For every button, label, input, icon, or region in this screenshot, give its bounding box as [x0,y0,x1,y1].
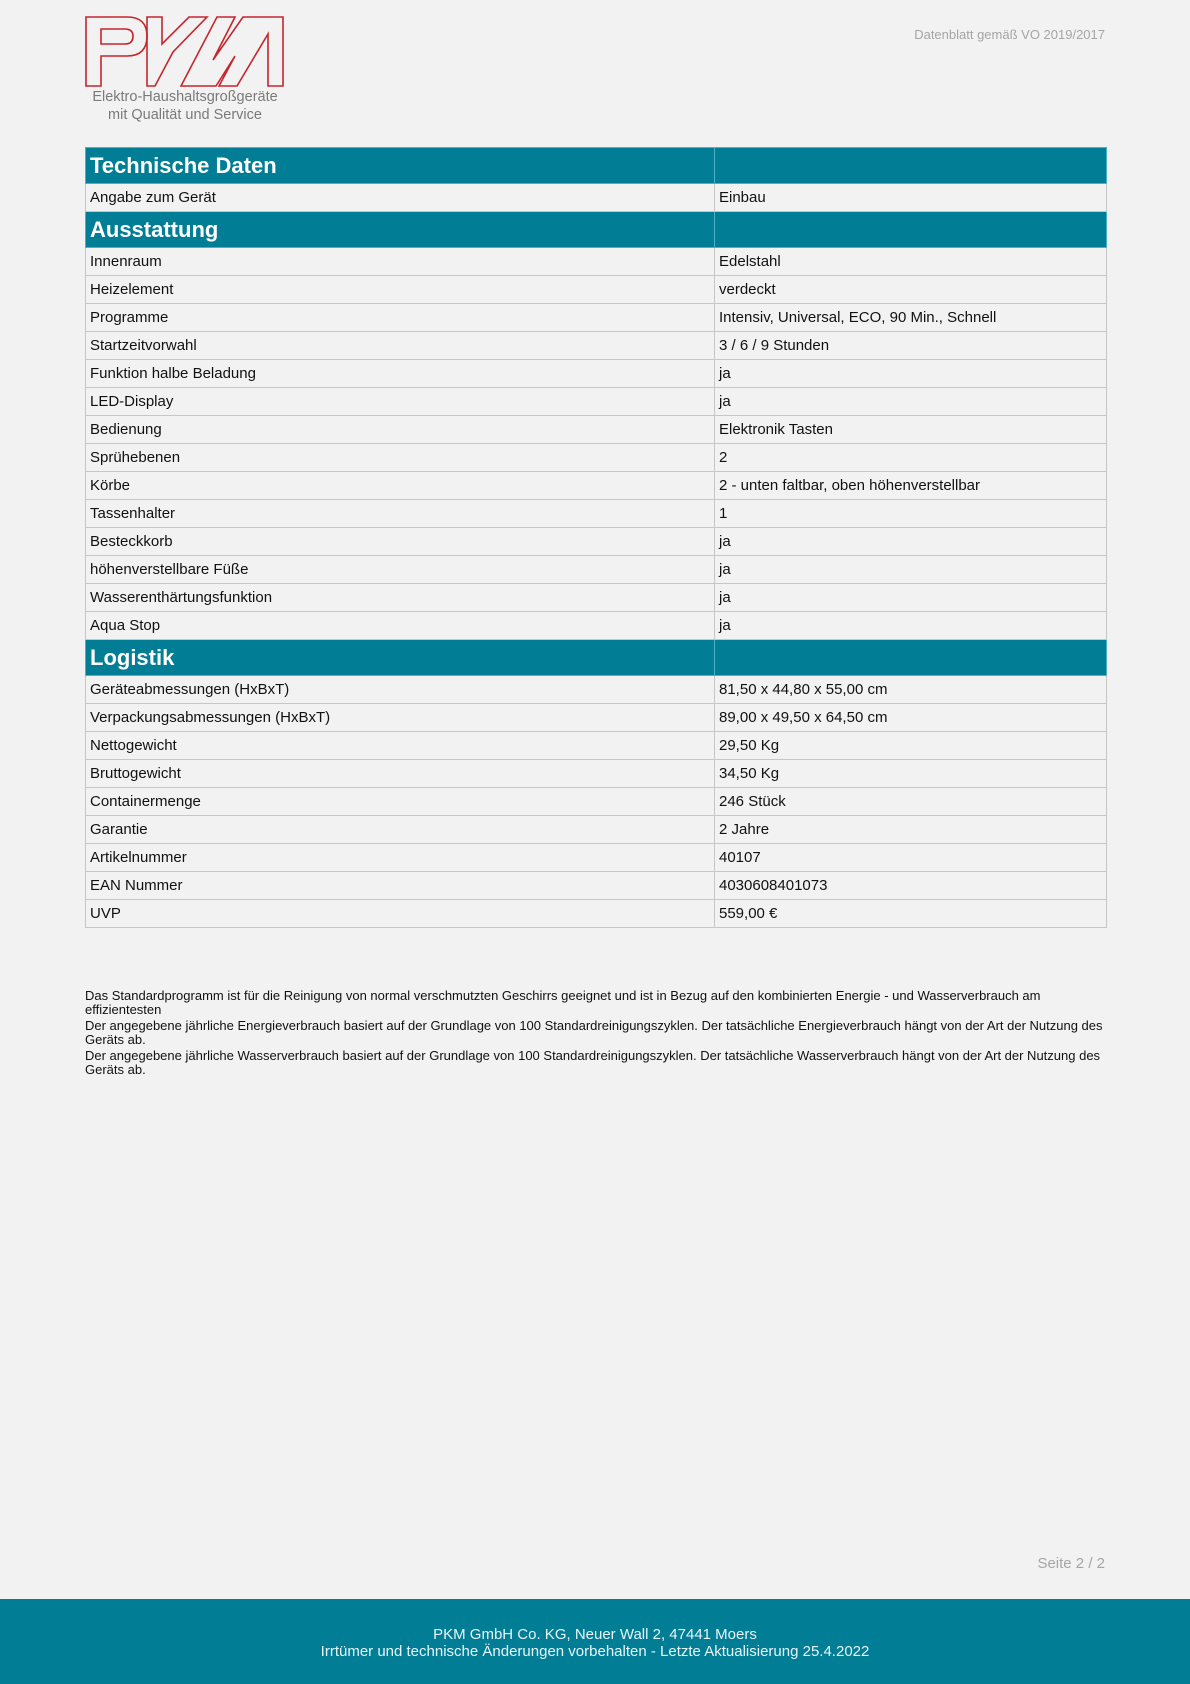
note-water-consumption: Der angegebene jährliche Wasserverbrauch basiert auf der Grundlage von 100 Standardreinigungszyklen. Der tatsächliche Wasserverbrauch hängt von der Art der Nutzung des Geräts ab. [85,1048,1101,1077]
table-row [86,276,1107,304]
row-label: Verpackungsabmessungen (HxBxT) [86,704,715,732]
row-label: Garantie [86,816,715,844]
table-row [86,472,1107,500]
section-header-logistik [86,640,1107,676]
footer-disclaimer: Irrtümer und technische Änderungen vorbehalten - Letzte Aktualisierung 25.4.2022 [320,1643,870,1660]
section-header-technische-daten [86,148,1107,184]
row-value: 40107 [715,844,1107,872]
row-value: Intensiv, Universal, ECO, 90 Min., Schnell [715,304,1107,332]
row-label: Bedienung [86,416,715,444]
note-energy-consumption: Der angegebene jährliche Energieverbrauch basiert auf der Grundlage von 100 Standardreinigungszyklen. Der tatsächliche Energieverbrauch hängt von der Art der Nutzung des Geräts ab. [85,1018,1103,1047]
table-row [86,360,1107,388]
table-row [86,332,1107,360]
section-title: Ausstattung [86,212,715,248]
table-row [86,556,1107,584]
row-label: LED-Display [86,388,715,416]
row-value: 4030608401073 [715,872,1107,900]
row-label: Heizelement [86,276,715,304]
row-value: 3 / 6 / 9 Stunden [715,332,1107,360]
row-value: 2 Jahre [715,816,1107,844]
table-row [86,528,1107,556]
row-label: UVP [86,900,715,928]
document-reference: Datenblatt gemäß VO 2019/2017 [914,27,1105,42]
section-title: Logistik [86,640,715,676]
table-row [86,612,1107,640]
footnotes [85,989,1106,1079]
row-value: 559,00 € [715,900,1107,928]
row-label: Containermenge [86,788,715,816]
row-label: EAN Nummer [86,872,715,900]
table-row [86,816,1107,844]
row-value: 1 [715,500,1107,528]
table-row [86,444,1107,472]
table-row [86,872,1107,900]
row-label: Besteckkorb [86,528,715,556]
row-value: Edelstahl [715,248,1107,276]
row-value: Einbau [715,184,1107,212]
page-number: Seite 2 / 2 [1037,1555,1105,1572]
row-value: 29,50 Kg [715,732,1107,760]
row-label: Angabe zum Gerät [86,184,715,212]
table-row [86,184,1107,212]
row-value: ja [715,360,1107,388]
row-label: Artikelnummer [86,844,715,872]
row-value: ja [715,556,1107,584]
footer-address: PKM GmbH Co. KG, Neuer Wall 2, 47441 Moers [433,1626,757,1643]
note-standard-program: Das Standardprogramm ist für die Reinigung von normal verschmutzten Geschirrs geeignet und ist in Bezug auf den kombinierten Energie - und Wasserverbrauch am effizientesten [85,988,1041,1017]
table-row [86,760,1107,788]
row-label: Körbe [86,472,715,500]
table-row [86,788,1107,816]
row-value: 2 [715,444,1107,472]
table-row [86,844,1107,872]
table-row [86,416,1107,444]
table-row [86,704,1107,732]
table-row [86,500,1107,528]
row-value: 2 - unten faltbar, oben höhenverstellbar [715,472,1107,500]
table-row [86,248,1107,276]
table-row [86,900,1107,928]
row-value: verdeckt [715,276,1107,304]
row-label: Nettogewicht [86,732,715,760]
row-label: Startzeitvorwahl [86,332,715,360]
row-value: 81,50 x 44,80 x 55,00 cm [715,676,1107,704]
row-label: Wasserenthärtungsfunktion [86,584,715,612]
row-label: höhenverstellbare Füße [86,556,715,584]
logo-tagline-line2: mit Qualität und Service [108,107,262,123]
row-value: Elektronik Tasten [715,416,1107,444]
logo-tagline-line1: Elektro-Haushaltsgroßgeräte [92,89,278,105]
row-value: ja [715,584,1107,612]
pkm-logo-icon [85,16,285,88]
table-row [86,584,1107,612]
table-row [86,388,1107,416]
row-label: Funktion halbe Beladung [86,360,715,388]
row-label: Aqua Stop [86,612,715,640]
row-value: 246 Stück [715,788,1107,816]
row-value: 34,50 Kg [715,760,1107,788]
table-row [86,732,1107,760]
row-label: Tassenhalter [86,500,715,528]
row-value: 89,00 x 49,50 x 64,50 cm [715,704,1107,732]
row-label: Sprühebenen [86,444,715,472]
table-row [86,304,1107,332]
page-footer [0,1599,1190,1684]
row-label: Innenraum [86,248,715,276]
row-value: ja [715,612,1107,640]
table-row [86,676,1107,704]
row-value: ja [715,388,1107,416]
section-header-ausstattung [86,212,1107,248]
row-label: Programme [86,304,715,332]
row-label: Geräteabmessungen (HxBxT) [86,676,715,704]
section-title: Technische Daten [86,148,715,184]
row-value: ja [715,528,1107,556]
spec-table [85,147,1107,928]
row-label: Bruttogewicht [86,760,715,788]
pkm-logo [85,16,285,126]
